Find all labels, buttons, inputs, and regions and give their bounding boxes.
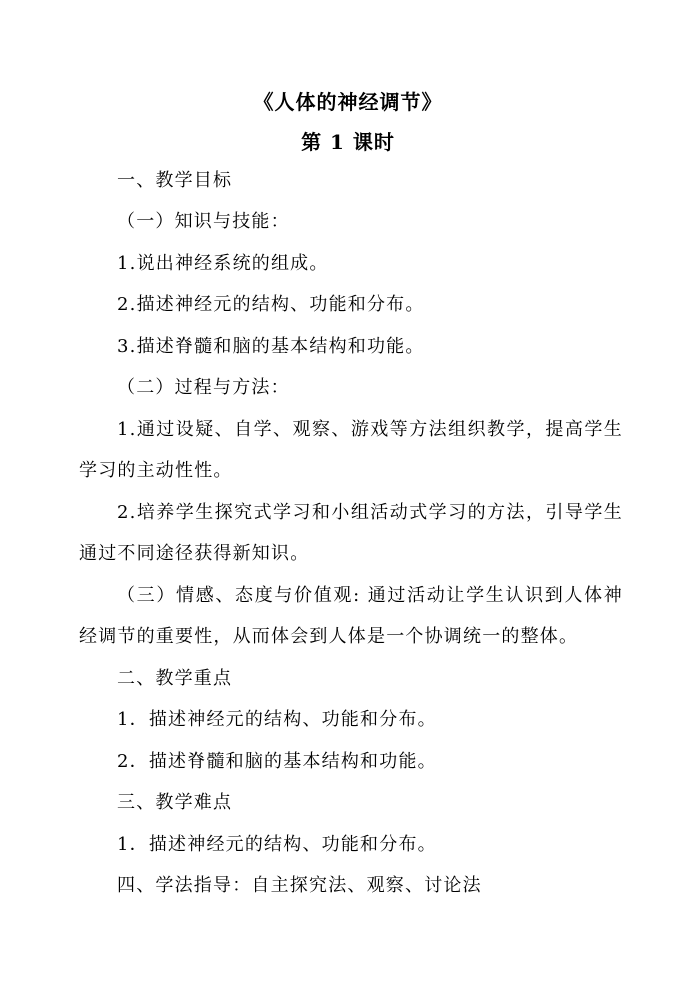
subsection-heading-knowledge: （一）知识与技能：: [117, 211, 290, 232]
paragraph-process-1: 1.通过设疑、自学、观察、游戏等方法组织教学，提高学生学习的主动性性。: [79, 419, 623, 481]
document-subtitle: 第 1 课时: [301, 130, 395, 154]
paragraph-knowledge-2: 2.描述神经元的结构、功能和分布。: [117, 294, 425, 315]
paragraph-process-2: 2.培养学生探究式学习和小组活动式学习的方法，引导学生通过不同途径获得新知识。: [79, 502, 623, 564]
paragraph-attitude: （三）情感、态度与价值观: 通过活动让学生认识到人体神经调节的重要性，从而体会到人体是一个协调统一的整体。: [79, 585, 623, 647]
subsection-heading-process: （二）过程与方法：: [117, 377, 290, 398]
paragraph-key-point-2: 2．描述脊髓和脑的基本结构和功能。: [117, 751, 437, 772]
paragraph-knowledge-1: 1.说出神经系统的组成。: [117, 253, 329, 274]
section-heading-difficulties: 三、教学难点: [117, 792, 233, 813]
section-heading-key-points: 二、教学重点: [117, 668, 233, 689]
paragraph-knowledge-3: 3.描述脊髓和脑的基本结构和功能。: [117, 336, 425, 357]
paragraph-key-point-1: 1．描述神经元的结构、功能和分布。: [117, 709, 437, 730]
section-heading-objectives: 一、教学目标: [117, 170, 233, 191]
document-title: 《人体的神经调节》: [253, 90, 443, 114]
paragraph-difficulty-1: 1．描述神经元的结构、功能和分布。: [117, 834, 437, 855]
section-heading-method-guidance: 四、学法指导：自主探究法、观察、讨论法: [117, 875, 482, 896]
